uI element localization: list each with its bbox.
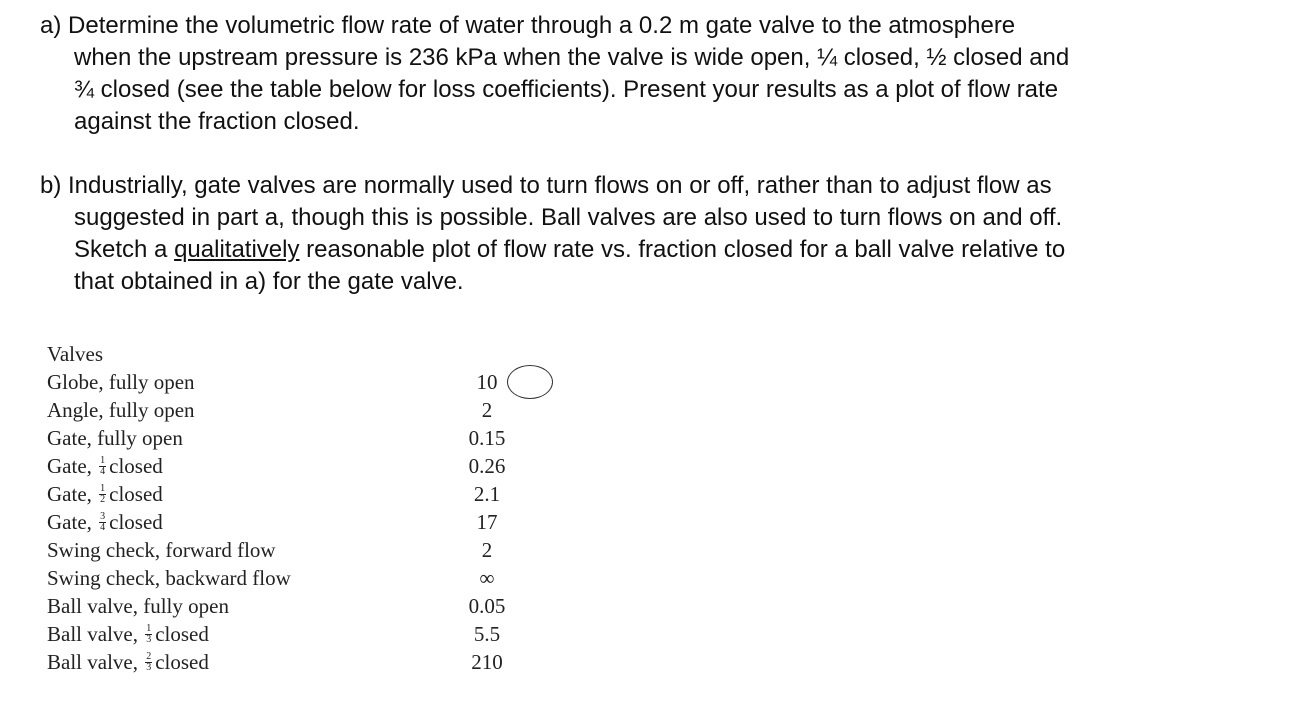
valve-name-pre: Gate, xyxy=(47,454,98,478)
valve-name xyxy=(47,648,209,676)
fraction-numerator: 1 xyxy=(146,622,152,634)
table-row xyxy=(47,368,567,396)
valve-name-post: closed xyxy=(109,482,163,506)
valve-name-pre: Gate, xyxy=(47,510,98,534)
loss-coefficient: 5.5 xyxy=(473,622,501,646)
fraction-denominator: 2 xyxy=(100,493,106,505)
loss-coefficient: 0.05 xyxy=(468,594,506,618)
loss-coefficient: 17 xyxy=(476,510,498,534)
loss-coefficient: 210 xyxy=(471,650,503,674)
fraction-numerator: 1 xyxy=(100,454,106,466)
question-a-line-2: when the upstream pressure is 236 kPa when the valve is wide open, ¼ closed, ½ closed and xyxy=(74,44,1070,71)
fraction-denominator: 4 xyxy=(100,521,106,533)
table-heading xyxy=(47,340,567,368)
table-row xyxy=(47,592,567,620)
valve-name-post: closed xyxy=(109,454,163,478)
valve-name xyxy=(47,452,163,480)
question-a-line-3: ¾ closed (see the table below for loss coefficients). Present your results as a plot of flow rate xyxy=(74,76,1059,103)
valve-name-post: closed xyxy=(109,510,163,534)
loss-coefficient: 0.15 xyxy=(468,426,506,450)
valve-name-pre: Ball valve, xyxy=(47,622,144,646)
fraction xyxy=(99,456,106,477)
fraction-numerator: 3 xyxy=(100,510,106,522)
question-b-line-3 xyxy=(40,234,1240,266)
table-row xyxy=(47,480,567,508)
loss-coefficient: 2 xyxy=(481,538,493,562)
valve-name: Swing check, forward flow xyxy=(47,538,276,562)
question-a xyxy=(40,10,1240,138)
valve-name: Ball valve, fully open xyxy=(47,594,229,618)
fraction-numerator: 1 xyxy=(100,482,106,494)
loss-coefficient: 2.1 xyxy=(473,482,501,506)
valve-name-pre: Gate, xyxy=(47,482,98,506)
table-heading-label: Valves xyxy=(47,342,103,366)
fraction-numerator: 2 xyxy=(146,650,152,662)
valve-name: Globe, fully open xyxy=(47,370,195,394)
fraction-denominator: 3 xyxy=(146,661,152,673)
valve-name xyxy=(47,620,209,648)
loss-coefficient: ∞ xyxy=(479,566,495,590)
question-b-line-4: that obtained in a) for the gate valve. xyxy=(74,268,464,295)
table-row xyxy=(47,648,567,676)
valve-name-post: closed xyxy=(155,650,209,674)
question-b-line-3-post: reasonable plot of flow rate vs. fraction closed for a ball valve relative to xyxy=(299,236,1066,263)
valve-name xyxy=(47,480,163,508)
question-b-line-3-pre: Sketch a xyxy=(74,236,175,263)
fraction-denominator: 3 xyxy=(146,633,152,645)
table-row xyxy=(47,396,567,424)
loss-coefficient: 0.26 xyxy=(468,454,506,478)
question-a-line-1: a) Determine the volumetric flow rate of water through a 0.2 m gate valve to the atmosphere xyxy=(40,12,1016,39)
table-row xyxy=(47,424,567,452)
table-row xyxy=(47,536,567,564)
fraction xyxy=(145,624,152,645)
valve-name-pre: Ball valve, xyxy=(47,650,144,674)
table-row xyxy=(47,564,567,592)
valve-name: Gate, fully open xyxy=(47,426,183,450)
valve-name: Angle, fully open xyxy=(47,398,195,422)
underlined-word: qualitatively xyxy=(174,236,300,263)
fraction xyxy=(99,484,106,505)
table-row xyxy=(47,508,567,536)
valve-name-post: closed xyxy=(155,622,209,646)
loss-coefficient: 2 xyxy=(481,398,493,422)
question-a-line-4: against the fraction closed. xyxy=(74,108,360,135)
fraction xyxy=(145,652,152,673)
question-b-line-1: b) Industrially, gate valves are normally used to turn flows on or off, rather than to adjust flow as xyxy=(40,172,1052,199)
loss-coefficient-table xyxy=(47,340,567,676)
fraction xyxy=(99,512,106,533)
table-row xyxy=(47,620,567,648)
fraction-denominator: 4 xyxy=(100,465,106,477)
loss-coefficient: 10 xyxy=(476,370,498,394)
question-b-line-2: suggested in part a, though this is possible. Ball valves are also used to turn flows on and off. xyxy=(74,204,1063,231)
table-row xyxy=(47,452,567,480)
question-b xyxy=(40,170,1240,298)
valve-name xyxy=(47,508,163,536)
valve-name: Swing check, backward flow xyxy=(47,566,291,590)
